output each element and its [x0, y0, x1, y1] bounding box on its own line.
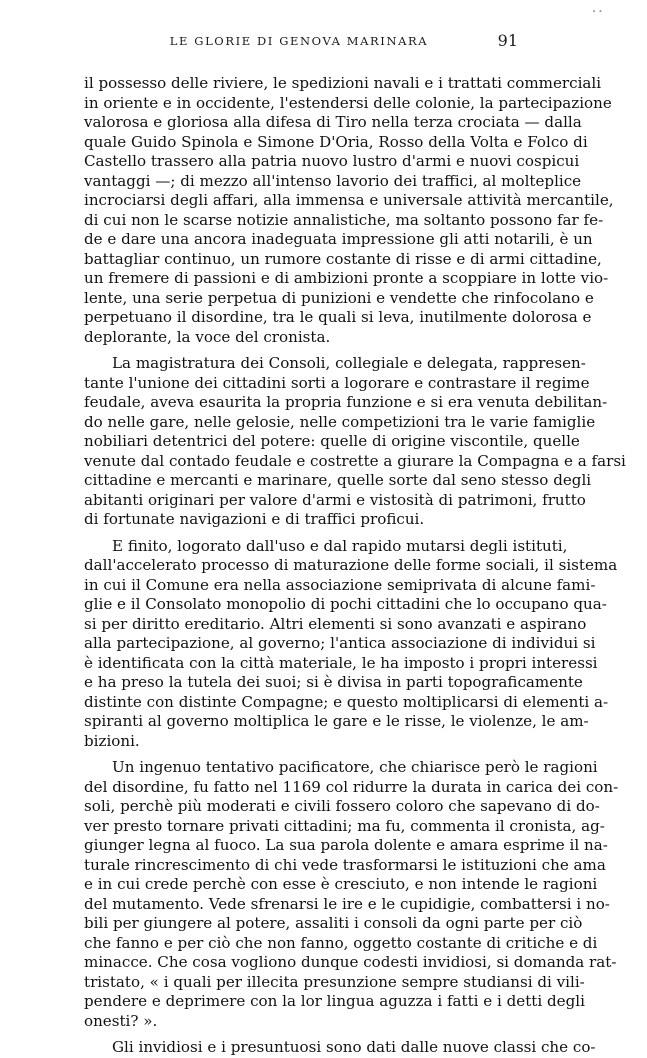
text-line: di fortunate navigazioni e di traffici proficui.: [84, 510, 425, 528]
text-line: ver presto tornare privati cittadini; ma fu, commenta il cronista, ag-: [84, 816, 605, 835]
text-line: distinte con distinte Compagne; e questo moltiplicarsi di elementi a-: [84, 692, 609, 711]
text-line: glie e il Consolato monopolio di pochi cittadini che lo occupano qua-: [84, 595, 607, 613]
paragraph-gap: [84, 347, 516, 354]
text-line: valorosa e gloriosa alla difesa di Tiro nella terza crociata — dalla: [84, 113, 582, 131]
running-title: LE GLORIE DI GENOVA MARINARA: [169, 34, 429, 48]
text-line: pendere e deprimere con la lor lingua aguzza i fatti e i detti degli: [84, 992, 585, 1010]
text-line: deplorante, la voce del cronista.: [84, 327, 331, 346]
paragraph-gap: [84, 751, 516, 758]
page-header: [80, 31, 518, 54]
text-line: onesti? ».: [84, 1011, 158, 1030]
page-number: 91: [497, 31, 518, 50]
text-line: bili per giungere al potere, assaliti i consoli da ogni parte per ciò: [84, 914, 583, 932]
text-line: che fanno e per ciò che non fanno, oggetto costante di critiche e di: [84, 933, 598, 952]
text-line: di cui non le scarse notizie annalistiche, ma soltanto possono far fe-: [84, 210, 604, 229]
text-line: quale Guido Spinola e Simone D'Oria, Rosso della Volta e Folco di: [84, 132, 588, 151]
text-line: in oriente e in occidente, l'estendersi delle colonie, la partecipazione: [84, 93, 612, 112]
text-line: un fremere di passioni e di ambizioni pronte a scoppiare in lotte vio-: [84, 269, 609, 287]
body-text: [84, 74, 626, 1058]
text-line: soli, perchè più moderati e civili fossero coloro che sapevano di do-: [84, 797, 600, 815]
paragraph-gap: [84, 530, 516, 537]
text-line: perpetuano il disordine, tra le quali si leva, inutilmente dolorosa e: [84, 308, 592, 326]
text-line: battagliar continuo, un rumore costante di risse e di armi cittadine,: [84, 249, 602, 268]
paragraph: [84, 536, 618, 752]
text-line: è identificata con la città materiale, le ha imposto i propri interessi: [84, 653, 598, 672]
text-line: de e dare una ancora inadeguata impressione gli atti notarili, è un: [84, 230, 593, 248]
text-line: dall'accelerato processo di maturazione delle forme sociali, il sistema: [84, 556, 618, 574]
text-line: il possesso delle riviere, le spedizioni navali e i trattati commerciali: [84, 74, 602, 92]
text-line: La magistratura dei Consoli, collegiale e delegata, rappresen-: [112, 354, 586, 372]
text-line: e in cui crede perchè con esse è cresciuto, e non intende le ragioni: [84, 875, 598, 893]
text-line: alla partecipazione, al governo; l'antica associazione di individui si: [84, 634, 596, 652]
text-line: venute dal contado feudale e costrette a giurare la Compagna e a farsi: [84, 451, 626, 470]
text-line: lente, una serie perpetua di punizioni e vendette che rinfocolano e: [84, 288, 594, 307]
paragraph-gap: [84, 1031, 516, 1038]
text-line: Gli invidiosi e i presuntuosi sono dati dalle nuove classi che co-: [112, 1038, 596, 1056]
text-line: Un ingenuo tentativo pacificatore, che chiarisce però le ragioni: [112, 758, 598, 776]
paragraph: [84, 1038, 596, 1058]
text-line: tristato, « i quali per illecita presunzione sempre studiansi di vili-: [84, 972, 585, 991]
text-line: feudale, aveva esaurita la propria funzione e si era venuta debilitan-: [84, 393, 608, 411]
text-line: Castello trassero alla patria nuovo lustro d'armi e nuovi cospicui: [84, 152, 580, 170]
text-line: si per diritto ereditario. Altri elementi si sono avanzati e aspirano: [84, 614, 587, 633]
text-line: in cui il Comune era nella associazione semiprivata di alcune fami-: [84, 575, 596, 594]
text-line: vantaggi —; di mezzo all'intenso lavorio dei traffici, al molteplice: [84, 171, 582, 190]
text-line: spiranti al governo moltiplica le gare e le risse, le violenze, le am-: [84, 712, 589, 730]
text-line: del mutamento. Vede sfrenarsi le ire e le cupidigie, combattersi i no-: [84, 894, 610, 913]
text-line: abitanti originari per valore d'armi e vistosità di patrimoni, frutto: [84, 490, 586, 509]
text-line: minacce. Che cosa vogliono dunque codesti invidiosi, si domanda rat-: [84, 953, 617, 971]
text-line: E finito, logorato dall'uso e dal rapido mutarsi degli istituti,: [112, 536, 568, 555]
text-line: turale rincrescimento di chi vede trasformarsi le istituzioni che ama: [84, 855, 606, 874]
text-line: incrociarsi degli affari, alla immensa e universale attività mercantile,: [84, 191, 614, 209]
paragraph: [84, 758, 619, 1031]
text-line: tante l'unione dei cittadini sorti a logorare e contrastare il regime: [84, 373, 590, 392]
corner-mark: • •: [592, 8, 603, 16]
text-line: nobiliari detentrici del potere: quelle di origine viscontile, quelle: [84, 432, 580, 450]
text-line: giunger legna al fuoco. La sua parola dolente e amara esprime il na-: [84, 836, 608, 854]
text-line: cittadine e mercanti e marinare, quelle sorte dal seno stesso degli: [84, 471, 592, 489]
text-line: del disordine, fu fatto nel 1169 col ridurre la durata in carica dei con-: [84, 777, 619, 796]
paragraph: [84, 354, 626, 530]
paragraph: [84, 74, 614, 347]
text-line: e ha preso la tutela dei suoi; si è divisa in parti topograficamente: [84, 673, 583, 691]
text-line: do nelle gare, nelle gelosie, nelle competizioni tra le varie famiglie: [84, 412, 596, 431]
text-line: bizioni.: [84, 731, 140, 750]
